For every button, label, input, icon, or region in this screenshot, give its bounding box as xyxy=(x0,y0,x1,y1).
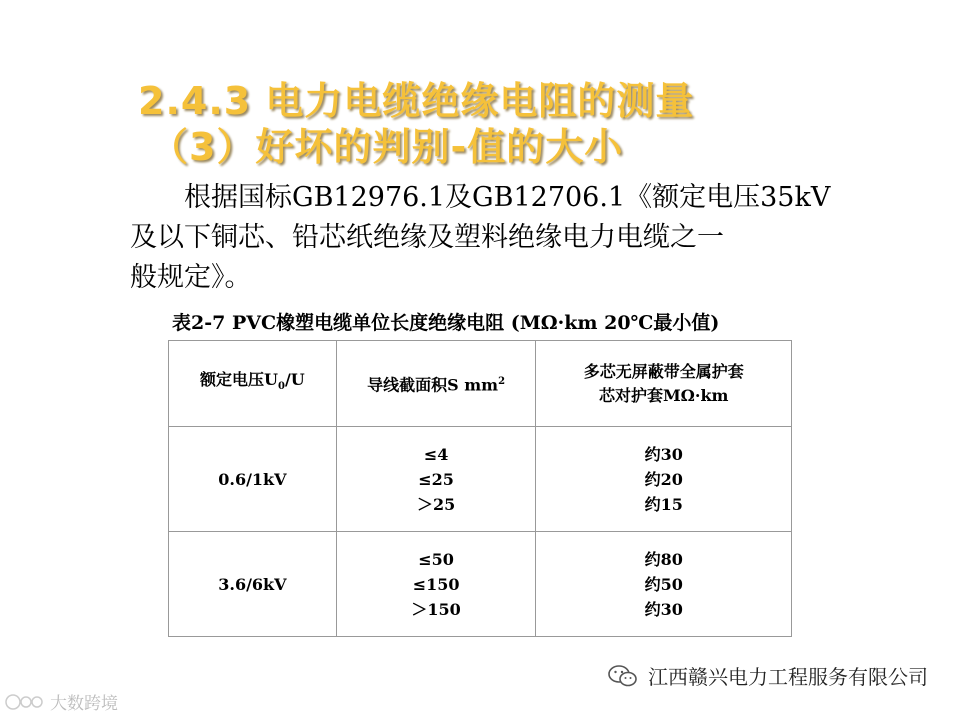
insulation-resistance-table xyxy=(168,340,792,637)
watermark xyxy=(4,689,118,714)
title-line-1: 2.4.3 电力电缆绝缘电阻的测量 xyxy=(138,79,695,123)
wechat-icon xyxy=(608,664,638,688)
cell-sections: ≤4 ≤25 ＞25 xyxy=(336,427,536,532)
watermark-text: 大数跨境 xyxy=(50,694,118,714)
table-row xyxy=(169,532,792,637)
header-cross-section: 导线截面积S $mm^2$ xyxy=(336,341,536,427)
table-row xyxy=(169,427,792,532)
cell-voltage: 3.6/6kV xyxy=(169,532,337,637)
footer-brand xyxy=(608,661,928,690)
body-paragraph: 根据国标GB12976.1及GB12706.1《额定电压35kV 及以下铜芯、铅芯纸绝缘及塑料绝缘电力电缆之一 般规定》。 xyxy=(130,182,831,293)
table-caption: 表2-7 PVC橡塑电缆单位长度绝缘电阻 (MΩ·km 20℃最小值) xyxy=(172,312,720,334)
cell-sections: ≤50 ≤150 ＞150 xyxy=(336,532,536,637)
table-header-row xyxy=(169,341,792,427)
cell-resistance: 约80 约50 约30 xyxy=(536,532,792,637)
header-insulation-resistance: 多芯无屏蔽带全属护套 芯对护套MΩ·km xyxy=(536,341,792,427)
title-line-2: （3）好坏的判别-值的大小 xyxy=(150,125,624,169)
cell-voltage: 0.6/1kV xyxy=(169,427,337,532)
watermark-logo-icon xyxy=(4,693,44,711)
slide-title xyxy=(138,78,694,170)
cell-resistance: 约30 约20 约15 xyxy=(536,427,792,532)
brand-name: 江西赣兴电力工程服务有限公司 xyxy=(648,665,928,689)
header-rated-voltage: 额定电压$U_0/U$ xyxy=(169,341,337,427)
